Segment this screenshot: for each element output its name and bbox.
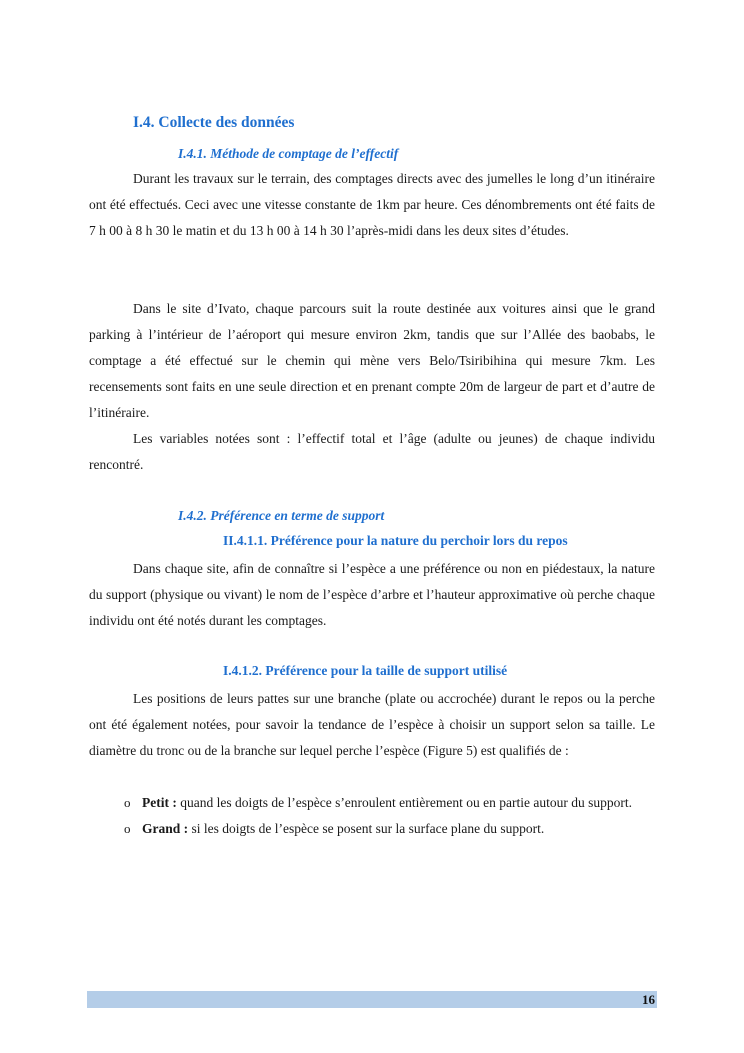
definition-petit: quand les doigts de l’espèce s’enroulent entièrement ou en partie autour du support. [176, 795, 632, 810]
bullet-circle-icon: o [124, 821, 131, 836]
list-item-petit [89, 790, 655, 816]
subsection-title-preference: I.4.2. Préférence en terme de support [178, 508, 385, 523]
paragraph-ivato: Dans le site d’Ivato, chaque parcours suit la route destinée aux voitures ainsi que le grand parking à l’intérieur de l’aéroport qui mesure environ 2km, tandis que sur l’Allée des baobabs, le comptage a été effectué sur le chemin qui mène vers Belo/Tsiribihina qui mesure 7km. Les recensements sont faits en une seule direction et en prenant compte 20m de largeur de part et d’autre de l’itinéraire. [89, 301, 655, 420]
paragraph-positions-pattes: Les positions de leurs pattes sur une branche (plate ou accrochée) durant le repos ou la perche ont été également notées, pour savoir la tendance de l’espèce à choisir un support selon sa taille. Le diamètre du tronc ou de la branche sur lequel perche l’espèce (Figure 5) est qualifiés de : [89, 691, 655, 758]
subsubsection-title-taille-support: I.4.1.2. Préférence pour la taille de support utilisé [223, 663, 508, 678]
page-number: 16 [642, 992, 655, 1007]
list-item-grand [89, 816, 655, 842]
paragraph-nature-support: Dans chaque site, afin de connaître si l’espèce a une préférence ou non en piédestaux, la nature du support (physique ou vivant) le nom de l’espèce d’arbre et l’hauteur approximative où perche chaque individu ont été notés durant les comptages. [89, 561, 655, 628]
term-petit: Petit : [142, 795, 177, 810]
paragraph-variables: Les variables notées sont : l’effectif total et l’âge (adulte ou jeunes) de chaque individu rencontré. [89, 431, 655, 472]
footer-bar [87, 991, 657, 1008]
bullet-circle-icon: o [124, 795, 131, 810]
subsubsection-title-nature-perchoir: II.4.1.1. Préférence pour la nature du perchoir lors du repos [223, 533, 568, 548]
section-title: I.4. Collecte des données [133, 114, 295, 131]
subsection-title-methode: I.4.1. Méthode de comptage de l’effectif [178, 146, 399, 161]
definition-grand: si les doigts de l’espèce se posent sur la surface plane du support. [188, 821, 545, 836]
support-size-list [89, 790, 655, 842]
paragraph-travaux: Durant les travaux sur le terrain, des comptages directs avec des jumelles le long d’un itinéraire ont été effectués. Ceci avec une vitesse constante de 1km par heure. Ces dénombrements ont été faits de 7 h 00 à 8 h 30 le matin et du 13 h 00 à 14 h 30 l’après-midi dans les deux sites d’études. [89, 171, 655, 238]
term-grand: Grand : [142, 821, 189, 836]
